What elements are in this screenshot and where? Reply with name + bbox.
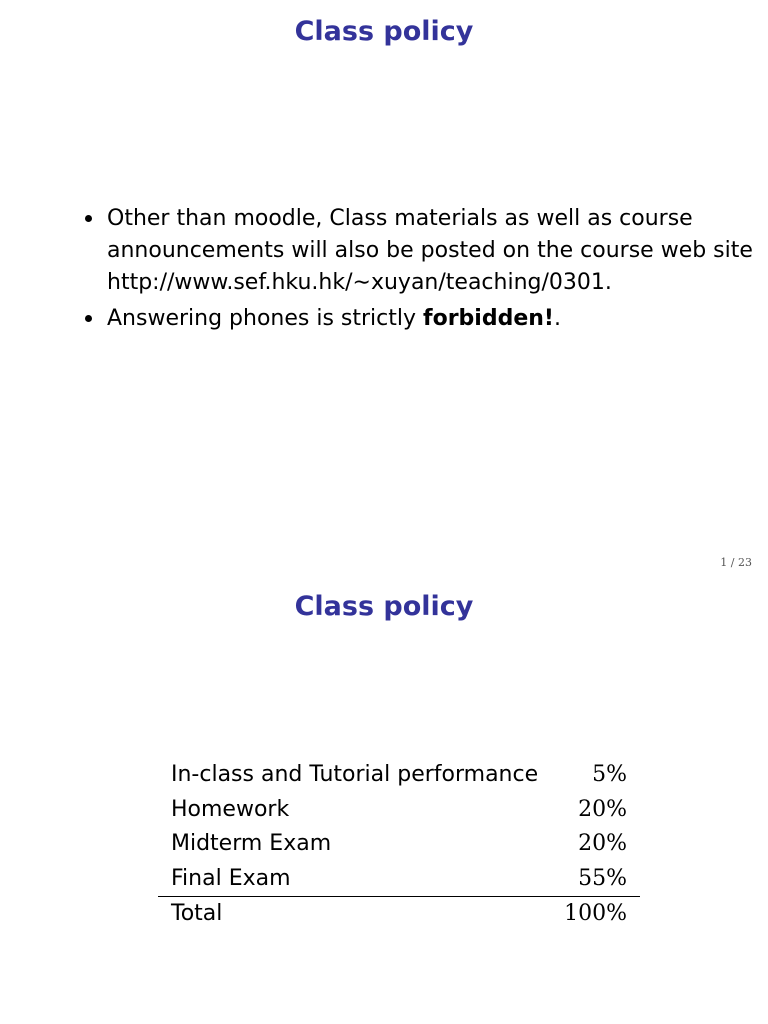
grading-item: Final Exam bbox=[171, 865, 291, 891]
table-row bbox=[158, 758, 640, 793]
slide-title: Class policy bbox=[294, 591, 474, 622]
bullet-emphasis: forbidden! bbox=[423, 306, 554, 331]
bullet-item-phones bbox=[83, 303, 723, 335]
grading-weight: 20% bbox=[578, 796, 628, 822]
page-number: 1 / 23 bbox=[720, 556, 752, 569]
grading-weight: 55% bbox=[578, 865, 628, 891]
course-website-url: http://www.sef.hku.hk/∼xuyan/teaching/0301. bbox=[107, 270, 612, 295]
grading-weight: 5% bbox=[592, 762, 628, 787]
total-label: Total bbox=[158, 897, 551, 932]
bullet-text-line: Other than moodle, Class materials as well as course bbox=[107, 206, 693, 231]
grading-table bbox=[158, 758, 640, 932]
bullet-text: Answering phones is strictly bbox=[107, 306, 424, 331]
table-row bbox=[158, 827, 640, 862]
table-row bbox=[158, 793, 640, 828]
slide-2 bbox=[0, 574, 768, 1024]
bullet-list bbox=[83, 203, 753, 339]
table-total-row bbox=[158, 897, 640, 932]
bullet-item-course-materials bbox=[83, 203, 753, 299]
bullet-punctuation: . bbox=[553, 306, 561, 331]
grading-item: Homework bbox=[171, 796, 290, 822]
slide-title: Class policy bbox=[294, 16, 474, 47]
table-row bbox=[158, 862, 640, 897]
bullet-dot-icon bbox=[85, 315, 92, 322]
bullet-text-line: announcements will also be posted on the course web site bbox=[107, 238, 753, 263]
grading-weight: 20% bbox=[578, 831, 628, 856]
bullet-dot-icon bbox=[85, 215, 92, 222]
bullet-text-line bbox=[107, 303, 723, 335]
total-weight: 100% bbox=[551, 897, 640, 932]
grading-item: Midterm Exam bbox=[171, 831, 332, 856]
grading-item: In-class and Tutorial performance bbox=[171, 762, 539, 787]
